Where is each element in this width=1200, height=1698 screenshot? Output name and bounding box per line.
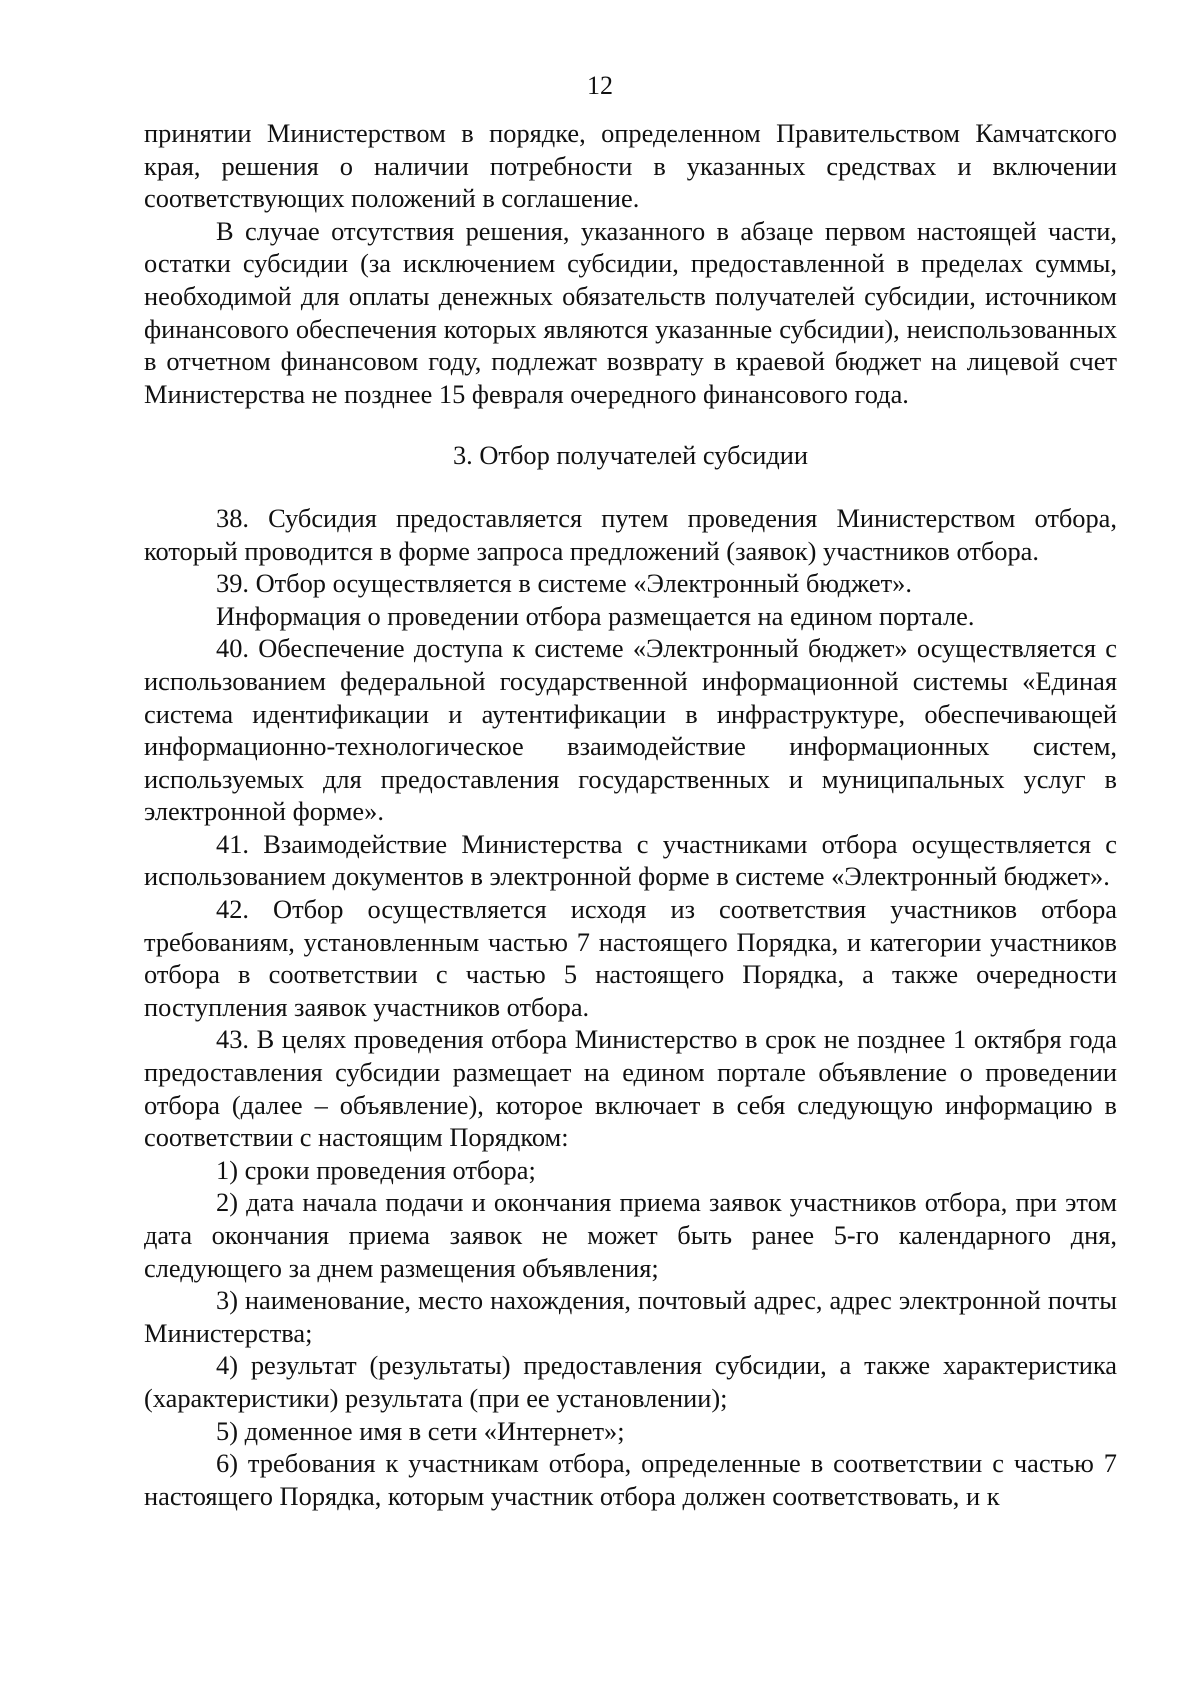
section-heading: 3. Отбор получателей субсидии — [452, 440, 809, 471]
document-body — [144, 117, 1117, 1512]
list-item-1: 1) сроки проведения отбора; — [216, 1154, 536, 1185]
clause-38: 38. Субсидия предоставляется путем проведения Министерством отбора, который проводится в форме запроса предложений (заявок) участников отбора. — [144, 502, 1117, 566]
page-number: 12 — [587, 71, 613, 100]
paragraph-continuation: принятии Министерством в порядке, определенном Правительством Камчатского края, решения о наличии потребности в указанных средствах и включении соответствующих положений в соглашение. — [144, 118, 1117, 214]
list-item-2: 2) дата начала подачи и окончания приема заявок участников отбора, при этом дата окончания приема заявок не может быть ранее 5-го календарного дня, следующего за днем размещения объявления; — [144, 1187, 1117, 1283]
clause-42: 42. Отбор осуществляется исходя из соответствия участников отбора требованиям, установленным частью 7 настоящего Порядка, и категории участников отбора в соответствии с частью 5 настоящего Порядка, а также очередности поступления заявок участников отбора. — [144, 894, 1117, 1022]
clause-41: 41. Взаимодействие Министерства с участниками отбора осуществляется с использованием документов в электронной форме в системе «Электронный бюджет». — [144, 828, 1117, 892]
list-item-3: 3) наименование, место нахождения, почтовый адрес, адрес электронной почты Министерства; — [144, 1285, 1117, 1348]
clause-43: 43. В целях проведения отбора Министерство в срок не позднее 1 октября года предоставления субсидии размещает на едином портале объявление о проведении отбора (далее – объявление), которое включает в себя следующую информацию в соответствии с настоящим Порядком: — [144, 1024, 1117, 1153]
list-item-5: 5) доменное имя в сети «Интернет»; — [216, 1415, 625, 1446]
list-item-6: 6) требования к участникам отбора, определенные в соответствии с частью 7 настоящего Порядка, которым участник отбора должен соответствовать, и к — [144, 1448, 1117, 1511]
clause-40: 40. Обеспечение доступа к системе «Электронный бюджет» осуществляется с использованием федеральной государственной информационной системы «Единая система идентификации и аутентификации в инфраструктуре, обеспечивающей информационно-технологическое взаимодействие информационных систем, используемых для предоставления государственных и муниципальных услуг в электронной форме». — [144, 633, 1117, 827]
clause-39: 39. Отбор осуществляется в системе «Электронный бюджет». — [216, 568, 912, 599]
clause-39-info: Информация о проведении отбора размещается на едином портале. — [216, 600, 975, 631]
paragraph-remainder-return: В случае отсутствия решения, указанного в абзаце первом настоящей части, остатки субсидии (за исключением субсидии, предоставленной в пределах суммы, необходимой для оплаты денежных обязательств получателей субсидии, источником финансового обеспечения которых являются указанные субсидии), неиспользованных в отчетном финансовом году, подлежат возврату в краевой бюджет на лицевой счет Министерства не позднее 15 февраля очередного финансового года. — [144, 215, 1117, 409]
list-item-4: 4) результат (результаты) предоставления субсидии, а также характеристика (характеристики) результата (при ее установлении); — [144, 1350, 1117, 1413]
